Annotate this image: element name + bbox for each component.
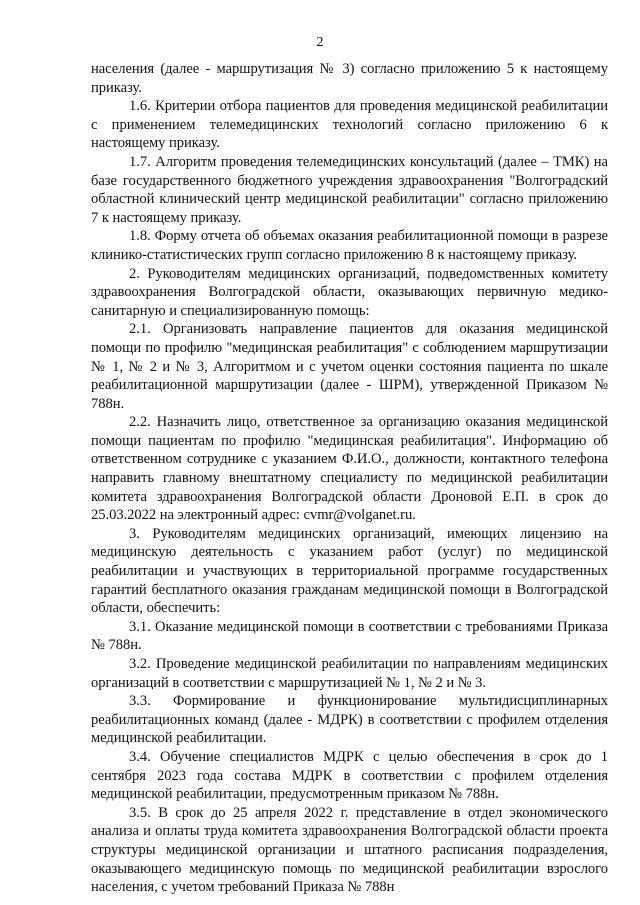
- paragraph-3-4: 3.4. Обучение специалистов МДРК с целью обеспечения в срок до 1 сентября 2023 года состава МДРК в соответствии с профилем отделения медицинской реабилитации, предусмотренным приказом № 788н.: [91, 748, 608, 803]
- paragraph-1-8: 1.8. Форму отчета об объемах оказания реабилитационной помощи в разрезе клинико-статистических групп согласно приложению 8 к настоящему приказу.: [91, 228, 608, 263]
- paragraph-1-7: 1.7. Алгоритм проведения телемедицинских консультаций (далее – ТМК) на базе государственного бюджетного учреждения здравоохранения "Волгоградский областной клинический центр медицинской реабилитации" согласно приложению 7 к настоящему приказу.: [91, 153, 608, 226]
- paragraph-2-2: 2.2. Назначить лицо, ответственное за организацию оказания медицинской помощи пациентам по профилю "медицинская реабилитация". Информацию об ответственном сотруднике с указанием Ф.И.О., должности, контактного телефона направить главному внештатному специалисту по медицинской реабилитации комитета здравоохранения Волгоградской области Дроновой Е.П. в срок до 25.03.2022 на электронный адрес: cvmr@volganet.ru.: [91, 414, 608, 524]
- paragraph-1-5-continuation: населения (далее - маршрутизация № 3) согласно приложению 5 к настоящему приказу.: [91, 61, 608, 96]
- paragraph-2: 2. Руководителям медицинских организаций, подведомственных комитету здравоохранения Волгоградской области, оказывающих первичную медико-санитарную и специализированную помощь:: [91, 265, 608, 319]
- paragraph-2-1: 2.1. Организовать направление пациентов для оказания медицинской помощи по профилю "медицинская реабилитация" с соблюдением маршрутизации № 1, № 2 и № 3, Алгоритмом и с учетом оценки состояния пациента по шкале реабилитационной маршрутизации (далее - ШРМ), утвержденной Приказом № 788н.: [91, 321, 608, 412]
- paragraph-3: 3. Руководителям медицинских организаций, имеющих лицензию на медицинскую деятельность с указанием работ (услуг) по медицинской реабилитации и участвующих в территориальной программе государственных гарантий бесплатного оказания гражданам медицинской помощи в Волгоградской области, обеспечить:: [91, 525, 608, 617]
- document-body: [91, 60, 608, 897]
- paragraph-3-3: 3.3. Формирование и функционирование мультидисциплинарных реабилитационных команд (далее - МДРК) в соответствии с профилем отделения медицинской реабилитации.: [91, 693, 608, 747]
- paragraph-3-2: 3.2. Проведение медицинской реабилитации по направлениям медицинских организаций в соответствии с маршрутизацией № 1, № 2 и № 3.: [91, 656, 608, 691]
- page-number: 2: [316, 35, 324, 50]
- paragraph-1-6: 1.6. Критерии отбора пациентов для проведения медицинской реабилитации с применением телемедицинских технологий согласно приложению 6 к настоящему приказу.: [91, 98, 608, 152]
- paragraph-3-1: 3.1. Оказание медицинской помощи в соответствии с требованиями Приказа № 788н.: [91, 618, 608, 654]
- paragraph-3-5: 3.5. В срок до 25 апреля 2022 г. представление в отдел экономического анализа и оплаты труда комитета здравоохранения Волгоградской области проекта структуры медицинской организации и штатного расписания подразделения, оказывающего медицинскую помощь по медицинской реабилитации взрослого населения, с учетом требований Приказа № 788н: [91, 804, 608, 896]
